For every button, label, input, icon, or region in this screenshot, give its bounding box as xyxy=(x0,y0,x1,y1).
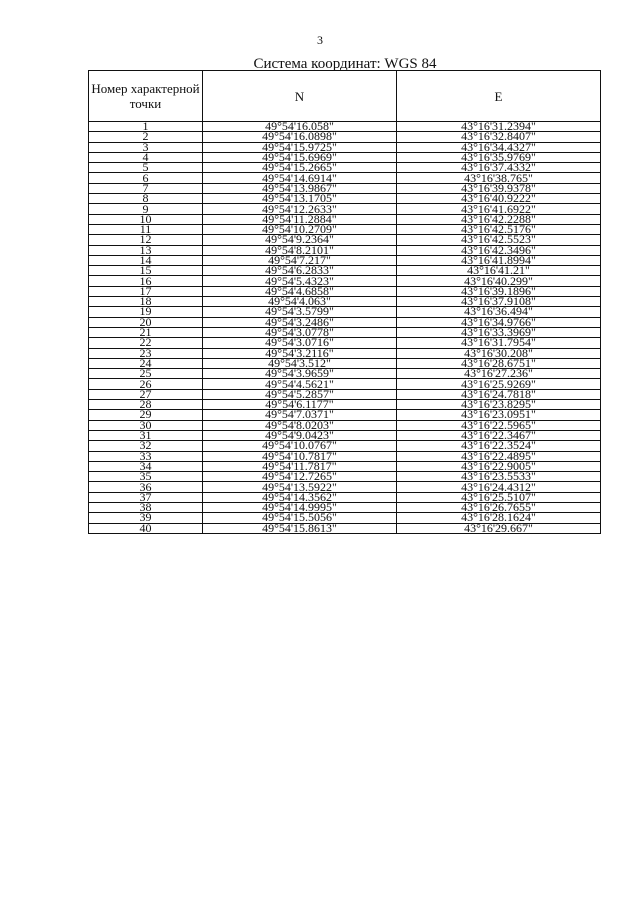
longitude-cell: 43°16'35.9769" xyxy=(397,152,601,162)
point-number-cell: 8 xyxy=(89,194,203,204)
latitude-cell: 49°54'4.5621" xyxy=(203,379,397,389)
header-point-number: Номер характерной точки xyxy=(89,71,203,122)
longitude-cell: 43°16'41.6922" xyxy=(397,204,601,214)
table-row xyxy=(89,523,601,533)
point-number-cell: 6 xyxy=(89,173,203,183)
point-number-cell: 24 xyxy=(89,358,203,368)
point-number-cell: 36 xyxy=(89,482,203,492)
point-number-cell: 19 xyxy=(89,307,203,317)
longitude-cell: 43°16'34.4327" xyxy=(397,142,601,152)
latitude-cell: 49°54'3.2116" xyxy=(203,348,397,358)
point-number-cell: 21 xyxy=(89,327,203,337)
longitude-cell: 43°16'31.7954" xyxy=(397,338,601,348)
point-number-cell: 37 xyxy=(89,492,203,502)
latitude-cell: 49°54'15.8613" xyxy=(203,523,397,533)
point-number-cell: 26 xyxy=(89,379,203,389)
longitude-cell: 43°16'24.4312" xyxy=(397,482,601,492)
longitude-cell: 43°16'22.4895" xyxy=(397,451,601,461)
latitude-cell: 49°54'7.0371" xyxy=(203,410,397,420)
longitude-cell: 43°16'42.2288" xyxy=(397,214,601,224)
longitude-cell: 43°16'33.3969" xyxy=(397,327,601,337)
point-number-cell: 17 xyxy=(89,286,203,296)
longitude-cell: 43°16'40.299" xyxy=(397,276,601,286)
point-number-cell: 4 xyxy=(89,152,203,162)
latitude-cell: 49°54'4.6858" xyxy=(203,286,397,296)
point-number-cell: 18 xyxy=(89,297,203,307)
point-number-cell: 13 xyxy=(89,245,203,255)
longitude-cell: 43°16'27.236" xyxy=(397,369,601,379)
latitude-cell: 49°54'15.9725" xyxy=(203,142,397,152)
point-number-cell: 16 xyxy=(89,276,203,286)
longitude-cell: 43°16'40.9222" xyxy=(397,194,601,204)
table-header xyxy=(89,71,601,122)
latitude-cell: 49°54'15.2665" xyxy=(203,163,397,173)
longitude-cell: 43°16'30.208" xyxy=(397,348,601,358)
latitude-cell: 49°54'6.1177" xyxy=(203,400,397,410)
longitude-cell: 43°16'29.667" xyxy=(397,523,601,533)
latitude-cell: 49°54'13.1705" xyxy=(203,194,397,204)
longitude-cell: 43°16'39.1896" xyxy=(397,286,601,296)
latitude-cell: 49°54'10.2709" xyxy=(203,224,397,234)
latitude-cell: 49°54'10.7817" xyxy=(203,451,397,461)
point-number-cell: 25 xyxy=(89,369,203,379)
latitude-cell: 49°54'10.0767" xyxy=(203,441,397,451)
header-latitude-n: N xyxy=(203,71,397,122)
longitude-cell: 43°16'41.8994" xyxy=(397,255,601,265)
latitude-cell: 49°54'8.2101" xyxy=(203,245,397,255)
latitude-cell: 49°54'3.9659" xyxy=(203,369,397,379)
longitude-cell: 43°16'28.1624" xyxy=(397,513,601,523)
point-number-cell: 28 xyxy=(89,400,203,410)
latitude-cell: 49°54'9.0423" xyxy=(203,430,397,440)
point-number-cell: 23 xyxy=(89,348,203,358)
longitude-cell: 43°16'24.7818" xyxy=(397,389,601,399)
latitude-cell: 49°54'3.0778" xyxy=(203,327,397,337)
point-number-cell: 2 xyxy=(89,132,203,142)
longitude-cell: 43°16'41.21" xyxy=(397,266,601,276)
point-number-cell: 39 xyxy=(89,513,203,523)
latitude-cell: 49°54'5.2857" xyxy=(203,389,397,399)
header-row xyxy=(89,71,601,122)
point-number-cell: 22 xyxy=(89,338,203,348)
latitude-cell: 49°54'3.5799" xyxy=(203,307,397,317)
latitude-cell: 49°54'3.0716" xyxy=(203,338,397,348)
longitude-cell: 43°16'37.4332" xyxy=(397,163,601,173)
latitude-cell: 49°54'13.5922" xyxy=(203,482,397,492)
longitude-cell: 43°16'23.0951" xyxy=(397,410,601,420)
latitude-cell: 49°54'12.7265" xyxy=(203,472,397,482)
point-number-cell: 12 xyxy=(89,235,203,245)
point-number-cell: 14 xyxy=(89,255,203,265)
longitude-cell: 43°16'26.7655" xyxy=(397,502,601,512)
latitude-cell: 49°54'9.2364" xyxy=(203,235,397,245)
longitude-cell: 43°16'42.5523" xyxy=(397,235,601,245)
page-number: 3 xyxy=(317,33,323,47)
longitude-cell: 43°16'34.9766" xyxy=(397,317,601,327)
latitude-cell: 49°54'3.2486" xyxy=(203,317,397,327)
latitude-cell: 49°54'6.2833" xyxy=(203,266,397,276)
table-body xyxy=(89,119,601,535)
point-number-cell: 30 xyxy=(89,420,203,430)
point-number-cell: 27 xyxy=(89,389,203,399)
point-number-cell: 3 xyxy=(89,142,203,152)
longitude-cell: 43°16'23.8295" xyxy=(397,400,601,410)
latitude-cell: 49°54'16.0898" xyxy=(203,132,397,142)
header-longitude-e: E xyxy=(397,71,601,122)
latitude-cell: 49°54'11.2884" xyxy=(203,214,397,224)
longitude-cell: 43°16'23.5533" xyxy=(397,472,601,482)
longitude-cell: 43°16'42.5176" xyxy=(397,224,601,234)
latitude-cell: 49°54'3.512" xyxy=(203,358,397,368)
latitude-cell: 49°54'5.4323" xyxy=(203,276,397,286)
point-number-cell: 34 xyxy=(89,461,203,471)
longitude-cell: 43°16'39.9378" xyxy=(397,183,601,193)
latitude-cell: 49°54'14.9995" xyxy=(203,502,397,512)
point-number-cell: 11 xyxy=(89,224,203,234)
longitude-cell: 43°16'22.3524" xyxy=(397,441,601,451)
coordinates-table xyxy=(88,70,601,534)
point-number-cell: 1 xyxy=(89,122,203,132)
latitude-cell: 49°54'14.3562" xyxy=(203,492,397,502)
document-title: Система координат: WGS 84 xyxy=(253,56,437,72)
longitude-cell: 43°16'42.3496" xyxy=(397,245,601,255)
point-number-cell: 20 xyxy=(89,317,203,327)
point-number-cell: 32 xyxy=(89,441,203,451)
longitude-cell: 43°16'37.9108" xyxy=(397,297,601,307)
latitude-cell: 49°54'16.058" xyxy=(203,122,397,132)
latitude-cell: 49°54'15.5056" xyxy=(203,513,397,523)
longitude-cell: 43°16'25.9269" xyxy=(397,379,601,389)
longitude-cell: 43°16'22.9005" xyxy=(397,461,601,471)
latitude-cell: 49°54'15.6969" xyxy=(203,152,397,162)
longitude-cell: 43°16'32.8407" xyxy=(397,132,601,142)
point-number-cell: 7 xyxy=(89,183,203,193)
latitude-cell: 49°54'11.7817" xyxy=(203,461,397,471)
point-number-cell: 15 xyxy=(89,266,203,276)
point-number-cell: 38 xyxy=(89,502,203,512)
latitude-cell: 49°54'4.063" xyxy=(203,297,397,307)
longitude-cell: 43°16'31.2394" xyxy=(397,122,601,132)
latitude-cell: 49°54'14.6914" xyxy=(203,173,397,183)
point-number-cell: 29 xyxy=(89,410,203,420)
point-number-cell: 10 xyxy=(89,214,203,224)
point-number-cell: 5 xyxy=(89,163,203,173)
point-number-cell: 35 xyxy=(89,472,203,482)
latitude-cell: 49°54'12.2633" xyxy=(203,204,397,214)
longitude-cell: 43°16'22.5965" xyxy=(397,420,601,430)
point-number-cell: 33 xyxy=(89,451,203,461)
point-number-cell: 31 xyxy=(89,430,203,440)
point-number-cell: 40 xyxy=(89,523,203,533)
longitude-cell: 43°16'22.3467" xyxy=(397,430,601,440)
longitude-cell: 43°16'38.765" xyxy=(397,173,601,183)
longitude-cell: 43°16'36.494" xyxy=(397,307,601,317)
latitude-cell: 49°54'8.0203" xyxy=(203,420,397,430)
latitude-cell: 49°54'7.217" xyxy=(203,255,397,265)
latitude-cell: 49°54'13.9867" xyxy=(203,183,397,193)
longitude-cell: 43°16'28.6751" xyxy=(397,358,601,368)
longitude-cell: 43°16'25.5107" xyxy=(397,492,601,502)
point-number-cell: 9 xyxy=(89,204,203,214)
